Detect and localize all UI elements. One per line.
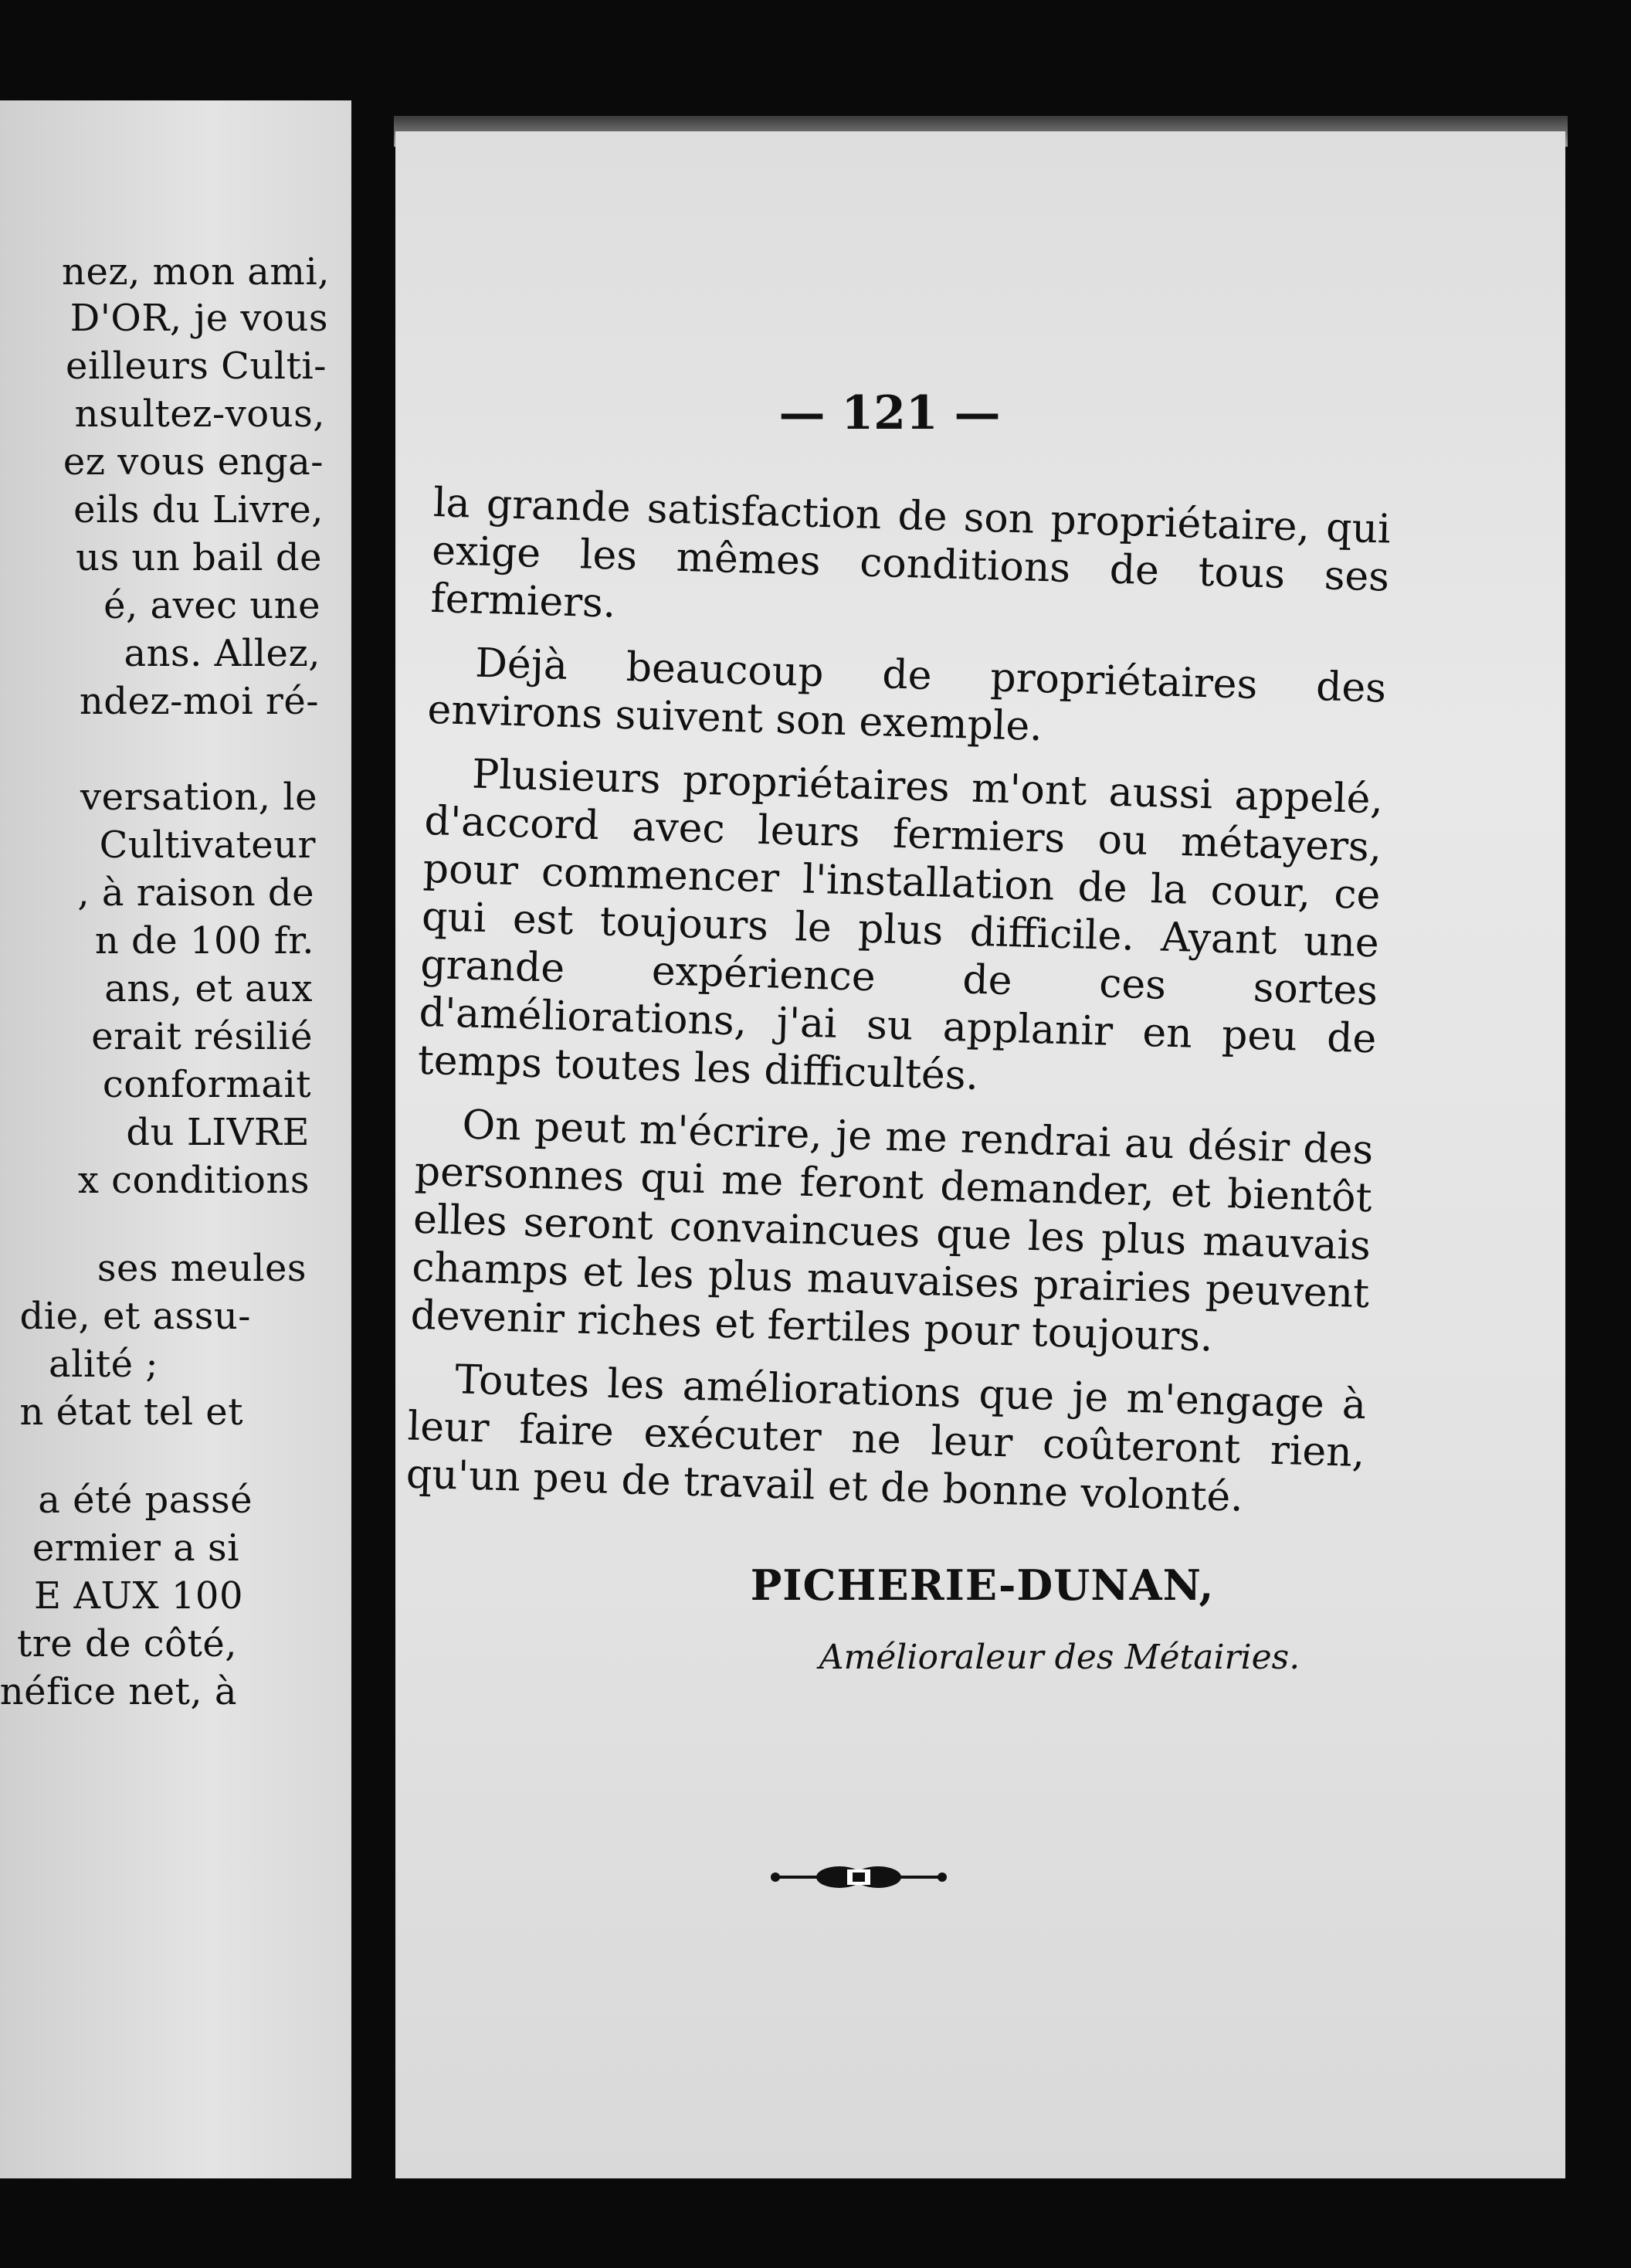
left-page-line: D'OR, je vous xyxy=(70,297,328,340)
left-page-line: n état tel et xyxy=(19,1390,243,1434)
left-page-line: ndez-moi ré- xyxy=(79,680,319,723)
paragraph: Déjà beaucoup de propriétaires des environs suivent son exemple. xyxy=(426,640,1387,751)
left-page xyxy=(0,100,351,2178)
left-page-line: n de 100 fr. xyxy=(94,919,314,963)
left-page-line: du LIVRE xyxy=(126,1111,310,1154)
left-page-line: E AUX 100 xyxy=(34,1574,243,1618)
left-page-line: é, avec une xyxy=(103,584,320,627)
left-page-line: néfice net, à xyxy=(0,1670,237,1713)
ornament-icon xyxy=(766,1862,951,1893)
paragraph: Plusieurs propriétaires m'ont aussi appelé, d'accord avec leurs fermiers ou métayers, pour commencer l'installation de la cour, ce qui est toujours le plus difficile. Ayant une grande expérience de ces sortes d'améliorations, j'ai su applanir en peu de temps toutes les difficultés. xyxy=(417,751,1384,1099)
left-page-line: alité ; xyxy=(49,1343,158,1386)
left-page-line: conformait xyxy=(102,1063,311,1106)
left-page-line: ez vous enga- xyxy=(63,440,324,484)
left-page-line: x conditions xyxy=(77,1159,310,1202)
left-page-line: versation, le xyxy=(80,776,317,819)
left-page-line: tre de côté, xyxy=(16,1622,237,1665)
paragraph: la grande satisfaction de son propriétaire, qui exige les mêmes conditions de tous ses fermiers. xyxy=(429,479,1392,627)
left-page-line: eils du Livre, xyxy=(73,488,324,531)
left-page-line: ans. Allez, xyxy=(124,632,320,675)
left-page-line: ermier a si xyxy=(32,1526,239,1570)
body-text xyxy=(405,479,1391,1525)
left-page-line: , à raison de xyxy=(77,871,314,915)
page-number: — 121 — xyxy=(778,386,1001,440)
paragraph: Toutes les améliorations que je m'engage à leur faire exécuter ne leur coûteront rien, qu'un peu de travail et de bonne volonté. xyxy=(405,1356,1367,1521)
left-page-line: die, et assu- xyxy=(19,1295,251,1338)
left-page-line: nsultez-vous, xyxy=(74,392,325,436)
left-page-line: ses meules xyxy=(97,1247,307,1290)
left-page-line: Cultivateur xyxy=(99,823,316,867)
left-page-line: ans, et aux xyxy=(104,967,313,1010)
right-page xyxy=(395,131,1565,2178)
left-page-line: nez, mon ami, xyxy=(62,250,330,294)
left-page-line: a été passé xyxy=(38,1479,253,1522)
signature-title: Amélioraleur des Métairies. xyxy=(819,1638,1300,1677)
left-page-line: erait résilié xyxy=(91,1015,313,1058)
left-page-line: eilleurs Culti- xyxy=(66,345,327,388)
paragraph: On peut m'écrire, je me rendrai au désir des personnes qui me feront demander, et bientôt elles seront convaincues que les plus mauvais champs et les plus mauvaises prairies peuvent devenir riches et fertiles pour toujours. xyxy=(409,1102,1375,1361)
signature-name: PICHERIE-DUNAN, xyxy=(750,1560,1215,1610)
left-page-line: us un bail de xyxy=(76,536,322,579)
